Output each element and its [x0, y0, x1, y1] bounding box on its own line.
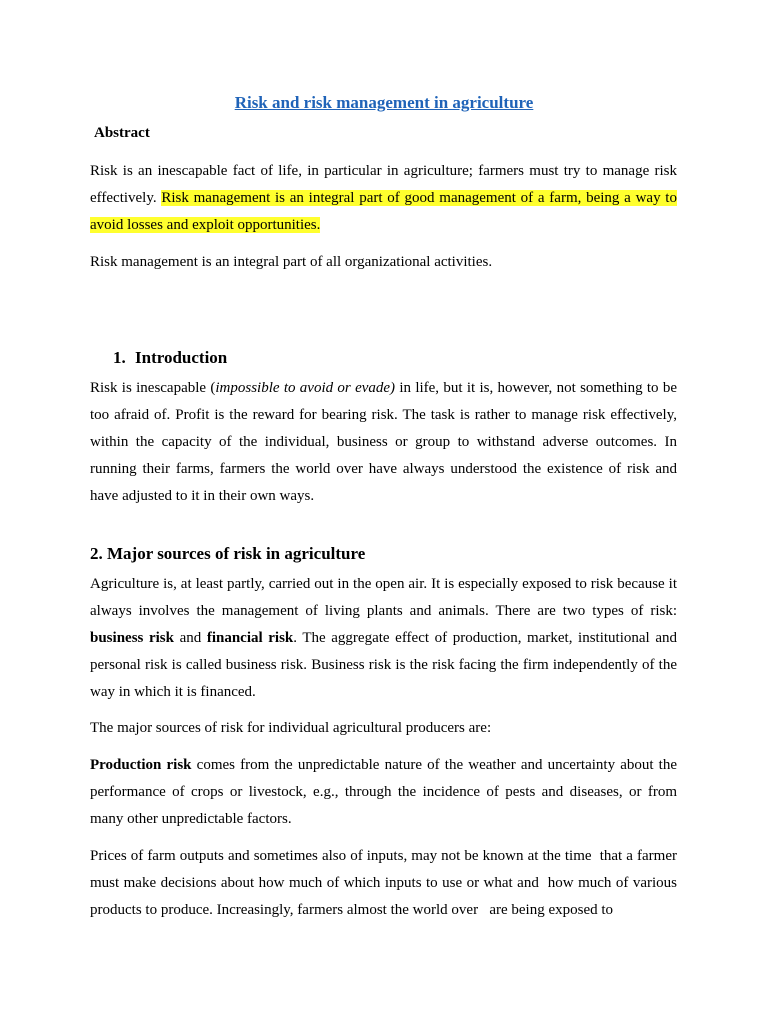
section-title: Introduction [135, 348, 228, 367]
major-p1-and: and [173, 630, 207, 646]
section-heading-introduction [113, 348, 227, 368]
production-risk-term: Production risk [90, 757, 192, 773]
business-risk-term: business risk [90, 630, 174, 646]
section-number: 1. [113, 348, 126, 367]
abstract-paragraph-1 [90, 158, 677, 239]
introduction-paragraph [90, 375, 677, 510]
abstract-heading: Abstract [94, 125, 150, 141]
production-risk-text: comes from the unpredictable nature of the weather and uncertainty about the performance of crops or livestock, e.g., through the incidence of pests and diseases, or from many other unpredictable factors. [90, 757, 677, 827]
financial-risk-term: financial risk [206, 630, 294, 646]
intro-italic-text: impossible to avoid or evade) [215, 380, 396, 396]
document-title: Risk and risk management in agriculture [234, 93, 534, 112]
abstract-paragraph-2: Risk management is an integral part of all organizational activities. [90, 254, 493, 270]
prices-paragraph: Prices of farm outputs and sometimes also of inputs, may not be known at the time that a farmer must make decisions about how much of which inputs to use or what and how much of various products to produce. Increasingly, farmers almost the world over are being exposed to [90, 848, 681, 918]
major-sources-paragraph-2: The major sources of risk for individual agricultural producers are: [90, 720, 492, 736]
abstract-p1-text: Risk is an inescapable fact of life, in particular in agriculture; farmers must try to manage risk effectively. [90, 163, 677, 206]
production-risk-paragraph [90, 752, 677, 833]
highlighted-text: Risk management is an integral part of good management of a farm, being a way to avoid losses and exploit opportunities. [90, 190, 677, 233]
intro-text-a: Risk is inescapable ( [90, 380, 216, 396]
section-heading-major-sources: 2. Major sources of risk in agriculture [90, 544, 366, 563]
intro-text-b: in life, but it is, however, not something to be too afraid of. Profit is the reward for bearing risk. The task is rather to manage risk effectively, within the capacity of the individual, business or group to withstand adverse outcomes. In running their farms, farmers the world over have always understood the existence of risk and have adjusted to it in their own ways. [90, 380, 677, 504]
major-p1-text-a: Agriculture is, at least partly, carried out in the open air. It is especially exposed to risk because it always involves the management of living plants and animals. There are two types of risk: [90, 576, 677, 619]
major-p1-text-b: . The aggregate effect of production, market, institutional and personal risk is called business risk. Business risk is the risk facing the firm independently of the way in which it is financed. [90, 630, 677, 700]
major-sources-paragraph-1 [90, 571, 677, 706]
